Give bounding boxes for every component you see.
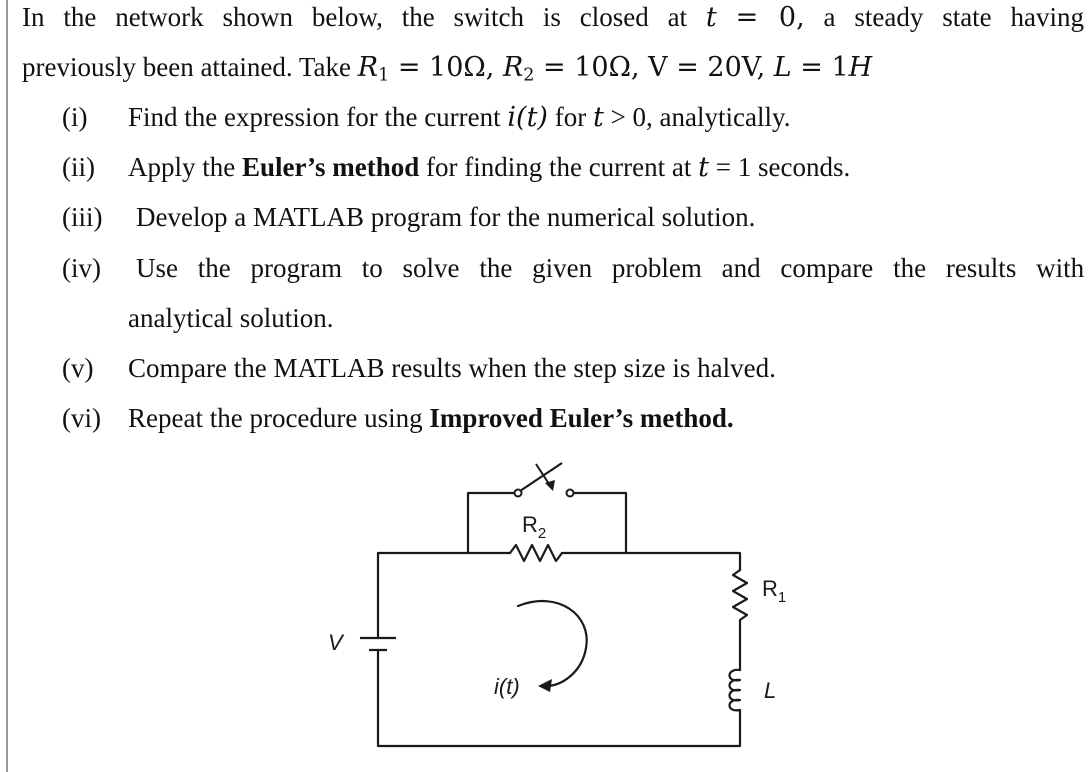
intro-word: below, [311,2,383,32]
item-word: results [945,253,1017,283]
item-number: (ii) [62,152,95,182]
item-text-part: Apply the [128,152,242,182]
item-number: (vi) [62,403,101,433]
time-variable: t [705,2,717,33]
intro-word: In [22,2,45,32]
intro-word: network [115,2,204,32]
item-i-text [128,100,790,135]
item-text-part: for finding the current at [419,152,699,182]
intro-word: shown [222,2,294,32]
right-bottom-wire [378,650,740,746]
r1-symbol: R [357,52,379,83]
intro-word: closed [579,2,649,32]
r1-label: $R_1$ [762,576,787,606]
time-equals-zero: = 0, [735,2,805,33]
improved-euler-emphasis: Improved Euler’s method. [429,403,734,433]
l-symbol: L [773,52,792,83]
intro-word: steady [854,2,924,32]
item-word: the [479,253,513,283]
item-number: (i) [62,102,88,132]
r1-resistor [733,570,747,620]
item-word: the [197,253,231,283]
l-unit: H [848,52,873,83]
item-iv-continuation: analytical solution. [128,303,334,333]
item-v-text: Compare the MATLAB results when the step size is halved. [128,353,776,383]
switch-blade [520,463,562,491]
current-symbol: i(t) [507,102,548,133]
rl-circuit-diagram [300,450,820,760]
item-text-part: > 0, analytically. [603,102,791,132]
source-voltage-label: V [328,630,343,655]
item-word: program [250,253,342,283]
item-text-part: = 1 seconds. [709,152,851,182]
item-number: (iv) [62,253,101,283]
r2-resistor [510,545,562,561]
item-text-part: Find the expression for the current [128,102,508,132]
intro-word: switch [453,2,525,32]
item-word: to [361,253,383,283]
item-word: problem [611,253,702,283]
intro-word: at [667,2,688,32]
item-iii-text: Develop a MATLAB program for the numerical solution. [136,202,756,232]
switch-branch-right-wire [574,493,626,553]
item-word: Use [136,253,178,283]
item-text-part: Repeat the procedure using [128,403,430,433]
r1-subscript: 1 [378,65,390,86]
top-wire-right [562,553,740,570]
switch-contact-right [567,490,574,497]
r1-label-subscript: 1 [777,589,787,606]
current-arrowhead [538,679,552,692]
item-vi-text [128,401,734,435]
time-variable: t [592,102,604,133]
item-word: compare [780,253,874,283]
r2-value: = 10Ω, V = 20V, [534,52,774,83]
r2-label: $R_2$ [522,512,547,542]
intro-lead: previously been attained. Take [22,52,358,82]
intro-word: a [823,2,836,32]
inductor-coil [730,670,741,711]
item-word: with [1036,253,1085,283]
intro-word: the [401,2,435,32]
problem-intro-line-2 [22,50,872,85]
left-border-rule [6,0,8,772]
item-ii-text [128,150,850,185]
time-variable: t [698,152,709,183]
current-label: i(t) [494,674,520,699]
problem-intro-line-1 [22,0,1084,35]
intro-word: state [942,2,992,32]
current-loop-arc [518,601,587,686]
r2-subscript: 2 [523,65,535,86]
intro-word: having [1010,2,1085,32]
item-number: (v) [62,353,94,383]
item-word: the [893,253,927,283]
item-word: given [532,253,593,283]
item-iv-text [136,251,1084,285]
item-number: (iii) [62,202,103,232]
item-text-part: for [547,102,593,132]
switch-branch-left-wire [468,493,515,553]
r1-value: = 10Ω, [389,52,503,83]
r2-label-subscript: 2 [537,525,547,542]
item-word: and [721,253,761,283]
euler-method-emphasis: Euler’s method [242,152,420,182]
item-word: solve [402,253,460,283]
r2-symbol: R [502,52,524,83]
intro-word: the [63,2,97,32]
inductor-label: L [764,678,777,703]
intro-word: is [542,2,561,32]
l-value: = 1 [791,52,849,83]
